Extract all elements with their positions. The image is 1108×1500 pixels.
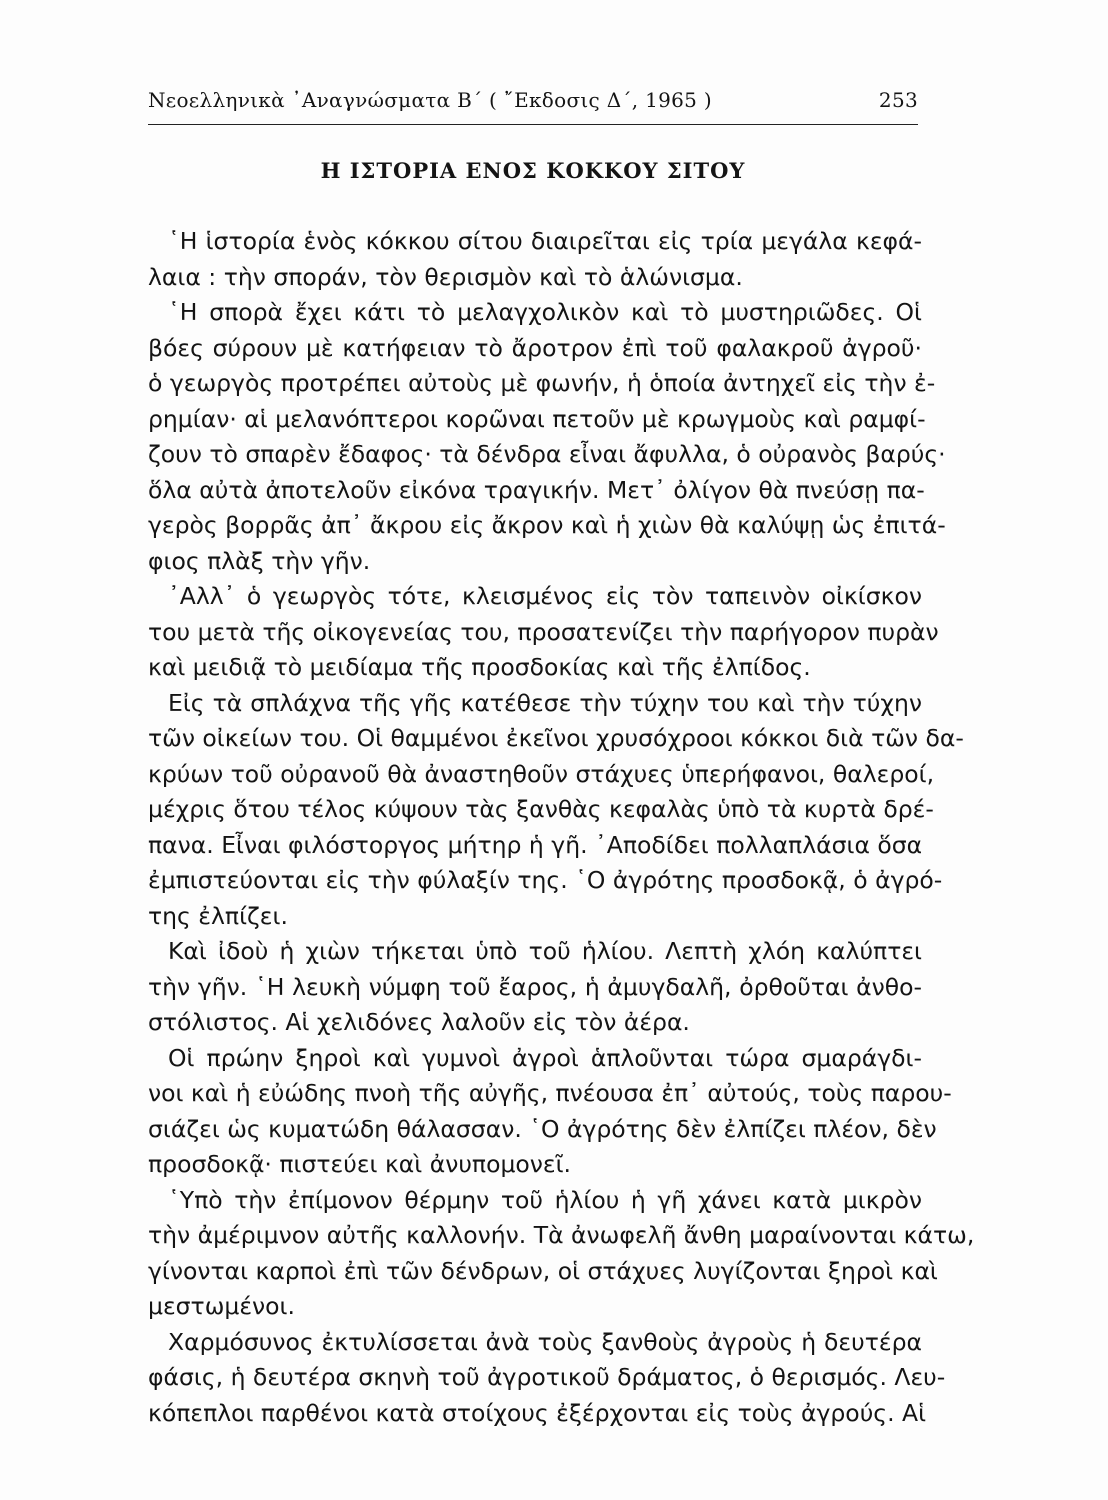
text-line: Εἰς τὰ σπλάχνα τῆς γῆς κατέθεσε τὴν τύχην του καὶ τὴν τύχην <box>168 688 922 717</box>
text-line: του μετὰ τῆς οἰκογενείας του, προσατενίζει τὴν παρήγορον πυρὰν <box>148 617 939 646</box>
text-line: ἐμπιστεύονται εἰς τὴν φύλαξίν της. ῾Ο ἀγρότης προσδοκᾷ, ὁ ἀγρό- <box>148 866 943 894</box>
running-title: Νεοελληνικὰ ᾿Αναγνώσματα Β΄ ( ῎Εκδοσις Δ΄, 1965 ) <box>148 88 712 112</box>
text-line: τὴν ἀμέριμνον αὐτῆς καλλονήν. Τὰ ἀνωφελῆ ἄνθη μαραίνονται κάτω, <box>148 1221 975 1249</box>
text-line: μέχρις ὅτου τέλος κύψουν τὰς ξανθὰς κεφαλὰς ὑπὸ τὰ κυρτὰ δρέ- <box>148 795 934 823</box>
text-line: προσδοκᾷ· πιστεύει καὶ ἀνυπομονεῖ. <box>148 1150 572 1178</box>
text-line: μεστωμένοι. <box>148 1292 295 1320</box>
text-line: κρύων τοῦ οὐρανοῦ θὰ ἀναστηθοῦν στάχυες ὑπερήφανοι, θαλεροί, <box>148 759 935 788</box>
text-line: ρημίαν· αἱ μελανόπτεροι κορῶναι πετοῦν μὲ κρωγμοὺς καὶ ραμφί- <box>148 404 926 433</box>
text-line: γίνονται καρποὶ ἐπὶ τῶν δένδρων, οἱ στάχυες λυγίζονται ξηροὶ καὶ <box>148 1256 938 1285</box>
page-number: 253 <box>878 88 918 112</box>
text-line: τῶν οἰκείων του. Οἱ θαμμένοι ἐκεῖνοι χρυσόχροοι κόκκοι διὰ τῶν δα- <box>148 724 964 752</box>
header-rule <box>148 124 918 125</box>
text-line: πανα. Εἶναι φιλόστοργος μήτηρ ἡ γῆ. ᾿Αποδίδει πολλαπλάσια ὅσα <box>148 830 923 859</box>
text-line: νοι καὶ ἡ εὐώδης πνοὴ τῆς αὐγῆς, πνέουσα ἐπ᾿ αὐτούς, τοὺς παρου- <box>148 1079 952 1107</box>
text-line: φάσις, ἡ δευτέρα σκηνὴ τοῦ ἀγροτικοῦ δράματος, ὁ θερισμός. Λευ- <box>148 1363 946 1391</box>
text-line: ὁ γεωργὸς προτρέπει αὐτοὺς μὲ φωνήν, ἡ ὁποία ἀντηχεῖ εἰς τὴν ἐ- <box>148 369 936 397</box>
text-line: Καὶ ἰδοὺ ἡ χιὼν τήκεται ὑπὸ τοῦ ἡλίου. Λεπτὴ χλόη καλύπτει <box>168 937 922 965</box>
text-line: ὅλα αὐτὰ ἀποτελοῦν εἰκόνα τραγικήν. Μετ᾿ ὀλίγον θὰ πνεύσῃ πα- <box>148 475 925 504</box>
text-line: καὶ μειδιᾷ τὸ μειδίαμα τῆς προσδοκίας καὶ τῆς ἐλπίδος. <box>148 653 811 681</box>
text-line: της ἐλπίζει. <box>148 901 288 930</box>
text-line: κόπεπλοι παρθένοι κατὰ στοίχους ἐξέρχονται εἰς τοὺς ἀγρούς. Αἱ <box>148 1398 927 1427</box>
text-line: Χαρμόσυνος ἐκτυλίσσεται ἀνὰ τοὺς ξανθοὺς ἀγροὺς ἡ δευτέρα <box>168 1327 922 1356</box>
text-line: φιος πλὰξ τὴν γῆν. <box>148 546 371 575</box>
text-line: γερὸς βορρᾶς ἀπ᾿ ἄκρου εἰς ἄκρον καὶ ἡ χιὼν θὰ καλύψῃ ὡς ἐπιτά- <box>148 511 946 539</box>
text-line: ζουν τὸ σπαρὲν ἔδαφος· τὰ δένδρα εἶναι ἄφυλλα, ὁ οὐρανὸς βαρύς· <box>148 440 946 468</box>
text-line: σιάζει ὡς κυματώδη θάλασσαν. ῾Ο ἀγρότης δὲν ἐλπίζει πλέον, δὲν <box>148 1114 937 1143</box>
text-line: Οἱ πρώην ξηροὶ καὶ γυμνοὶ ἀγροὶ ἁπλοῦνται τώρα σμαράγδι- <box>168 1043 922 1072</box>
text-line: ῾Η σπορὰ ἔχει κάτι τὸ μελαγχολικὸν καὶ τὸ μυστηριῶδες. Οἱ <box>168 298 922 326</box>
text-line: ῾Η ἱστορία ἑνὸς κόκκου σίτου διαιρεῖται εἰς τρία μεγάλα κεφά- <box>168 227 922 255</box>
text-line: τὴν γῆν. ῾Η λευκὴ νύμφη τοῦ ἔαρος, ἡ ἀμυγδαλῆ, ὀρθοῦται ἀνθο- <box>148 972 922 1001</box>
running-header <box>148 88 918 122</box>
text-line: ᾿Αλλ᾿ ὁ γεωργὸς τότε, κλεισμένος εἰς τὸν ταπεινὸν οἰκίσκον <box>168 582 922 610</box>
text-line: στόλιστος. Αἱ χελιδόνες λαλοῦν εἰς τὸν ἀέρα. <box>148 1008 690 1036</box>
text-line: λαια : τὴν σποράν, τὸν θερισμὸν καὶ τὸ ἁλώνισμα. <box>148 262 743 291</box>
text-line: ῾Υπὸ τὴν ἐπίμονον θέρμην τοῦ ἡλίου ἡ γῆ χάνει κατὰ μικρὸν <box>168 1185 922 1214</box>
chapter-title: Η ΙΣΤΟΡΙΑ ΕΝΟΣ ΚΟΚΚΟΥ ΣΙΤΟΥ <box>320 158 746 183</box>
text-line: βόες σύρουν μὲ κατήφειαν τὸ ἄροτρον ἐπὶ τοῦ φαλακροῦ ἀγροῦ· <box>148 333 922 362</box>
body-text <box>148 224 975 1431</box>
